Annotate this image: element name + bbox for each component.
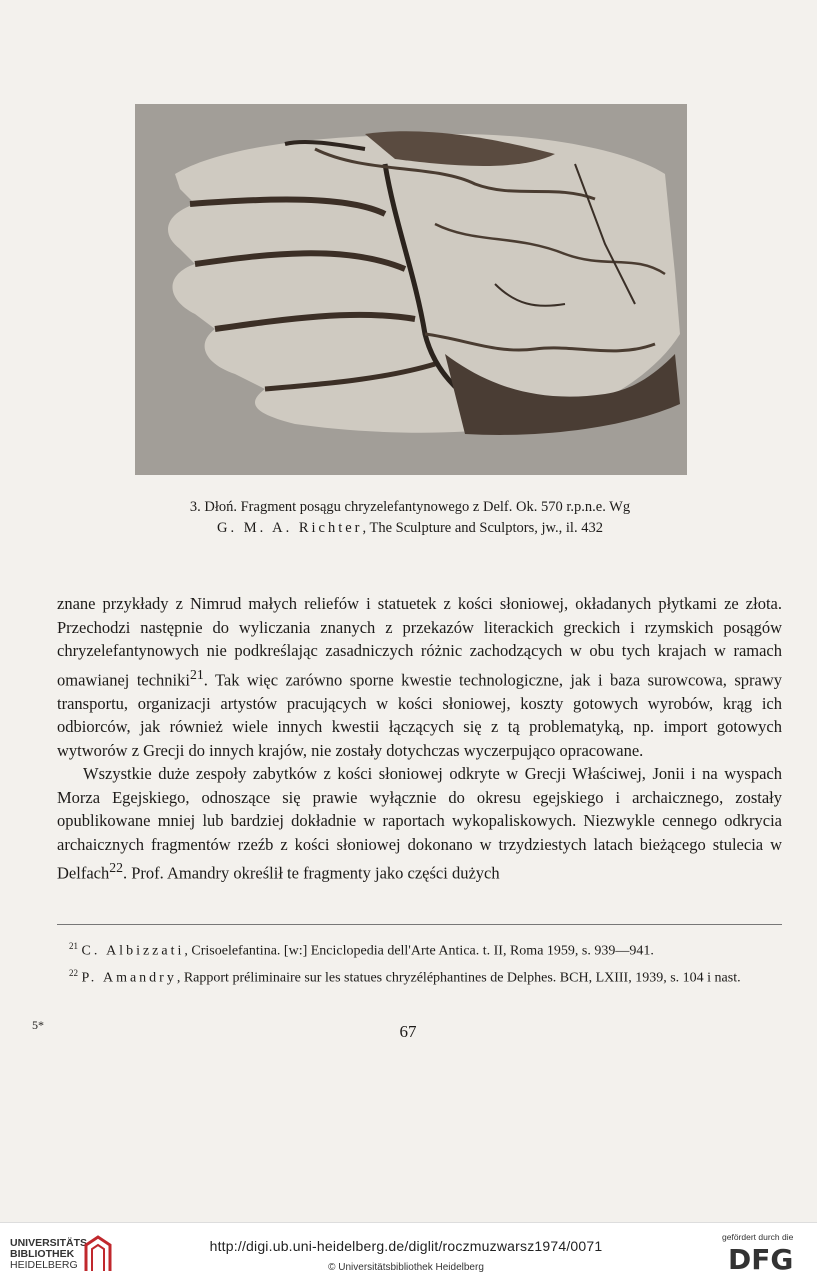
- library-name-line-3: HEIDELBERG: [10, 1259, 78, 1271]
- paragraph-2-text-a: Wszystkie duże zespoły zabytków z kości słoniowej odkryte w Grecji Właściwej, Jonii i na wyspach Morza Egejskiego, odnoszące się prawie wyłącznie do okresu egejskiego i archaicznego, zostały opublikowane mniej lub bardziej dokładnie w raportach wykopaliskowych. Niezwykle cennego odkrycia archaicznych fragmentów rzeźb z kości słoniowej dokonano w trzydziestych latach bieżącego stulecia w Delfach: [57, 764, 782, 883]
- footnote-ref-21: 21: [189, 666, 204, 682]
- footnote-number: 22: [69, 967, 78, 978]
- footnote-author: C. Albizzati: [81, 943, 185, 959]
- main-text: [57, 592, 782, 885]
- caption-source: , The Sculpture and Sculptors, jw., il. 432: [362, 520, 603, 536]
- dfg-logo-text: DFG: [728, 1243, 794, 1273]
- footnote-ref-22: 22: [109, 860, 123, 875]
- paragraph-2-text-b: . Prof. Amandry określił te fragmenty jako części dużych: [122, 863, 500, 883]
- footnote-21: [57, 936, 782, 962]
- footnotes: [57, 936, 782, 989]
- footnote-22: [57, 963, 782, 989]
- footnote-divider: [57, 924, 782, 925]
- signature-mark: 5*: [32, 1018, 44, 1032]
- paragraph-1-text-b: . Tak więc zarówno sporne kwestie technologiczne, jak i baza surowcowa, sprawy transportu, organizacji artystów pracujących w kości słoniowej, koszty gotowych wyrobów, krąg ich odbiorców, jak również wiele innych kwestii łączących się z tą problematyką, np. import gotowych wytworów z Grecji do innych krajów, nie zostały dotychczas wyczerpująco opracowane.: [57, 670, 782, 760]
- figure-photo: [135, 104, 687, 475]
- funded-by-label: gefördert durch die: [722, 1232, 794, 1242]
- library-name-line-1: UNIVERSITÄTS-: [10, 1237, 91, 1249]
- library-name-line-2: BIBLIOTHEK: [10, 1248, 75, 1260]
- dfg-logo-icon[interactable]: [726, 1243, 808, 1273]
- library-name[interactable]: [10, 1238, 91, 1271]
- permalink-url[interactable]: http://digi.ub.uni-heidelberg.de/diglit/roczmuzwarsz1974/0071: [209, 1238, 603, 1254]
- library-logo-icon[interactable]: [80, 1231, 116, 1275]
- footnote-number: 21: [69, 941, 78, 951]
- caption-line-1: 3. Dłoń. Fragment posągu chryzelefantynowego z Delf. Ok. 570 r.p.n.e. Wg: [189, 499, 631, 515]
- viewer-footer: [0, 1222, 817, 1284]
- copyright-notice: © Universitätsbibliothek Heidelberg: [328, 1262, 484, 1273]
- hand-fragment-image: [135, 104, 687, 475]
- footnote-text: , Crisoelefantina. [w:] Enciclopedia dell'Arte Antica. t. II, Roma 1959, s. 939—941.: [184, 943, 654, 959]
- paragraph-1-text-a: znane przykłady z Nimrud małych reliefów i statuetek z kości słoniowej, okładanych płytkami ze złota. Przechodzi następnie do wyliczania znanych z przekazów literackich greckich i rzymskich posągów chryzelefantynowych nie podkreślając zasadniczych różnic zachodzących w obu tych krajach w ramach omawianej techniki: [57, 594, 782, 689]
- paragraph-2: [57, 762, 782, 885]
- page-number: 67: [399, 1022, 417, 1041]
- footnote-text: , Rapport préliminaire sur les statues chryzéléphantines de Delphes. BCH, LXIII, 1939, s. 104 i nast.: [176, 970, 741, 986]
- paragraph-1: [57, 592, 782, 762]
- caption-author: G. M. A. Richter: [217, 520, 363, 536]
- footnote-author: P. Amandry: [81, 970, 177, 986]
- caption-line-2: [100, 518, 720, 539]
- figure-caption: [100, 497, 720, 539]
